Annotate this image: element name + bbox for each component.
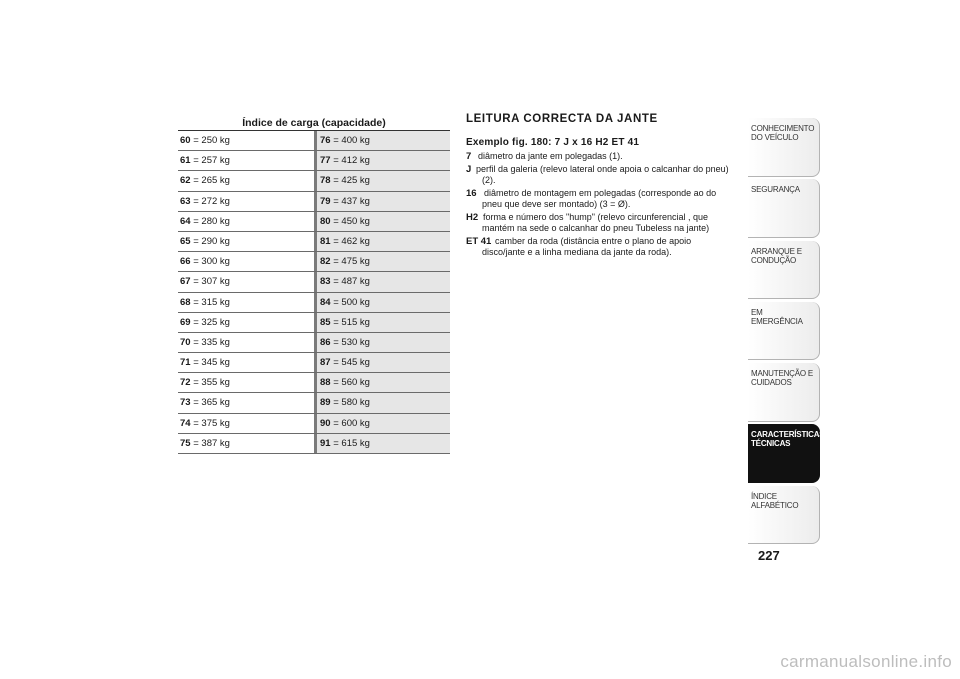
chapter-tab[interactable]: CONHECIMENTO DO VEÍCULO [748, 118, 820, 177]
load-capacity-value: = 437 kg [333, 195, 370, 207]
load-index-number: 91 [320, 437, 331, 449]
chapter-tab[interactable]: ÍNDICE ALFABÉTICO [748, 486, 820, 545]
load-index-number: 80 [320, 215, 331, 227]
load-index-number: 67 [180, 276, 191, 288]
load-index-number: 83 [320, 276, 331, 288]
term-key: ET 41 [466, 236, 492, 247]
table-row [178, 414, 450, 434]
load-capacity-value: = 300 kg [193, 256, 230, 268]
term-key: 7 [466, 151, 472, 162]
table-row [178, 353, 450, 373]
load-capacity-value: = 530 kg [333, 336, 370, 348]
load-capacity-value: = 375 kg [193, 417, 230, 429]
load-index-cell-left [178, 353, 314, 372]
table-row [178, 313, 450, 333]
watermark: carmanualsonline.info [780, 652, 952, 671]
page-number: 227 [758, 548, 780, 563]
load-index-number: 79 [320, 195, 331, 207]
load-capacity-value: = 335 kg [193, 336, 230, 348]
load-index-cell-left [178, 434, 314, 453]
load-index-cell-right [317, 434, 450, 453]
load-index-number: 72 [180, 377, 191, 389]
chapter-tabs [748, 118, 825, 547]
table-row [178, 192, 450, 212]
load-capacity-value: = 280 kg [193, 215, 230, 227]
load-index-number: 64 [180, 215, 191, 227]
load-capacity-value: = 515 kg [333, 316, 370, 328]
load-index-cell-left [178, 192, 314, 211]
load-index-table [178, 116, 450, 454]
table-row [178, 293, 450, 313]
term-item [466, 164, 736, 186]
load-index-number: 78 [320, 175, 331, 187]
load-index-cell-right [317, 171, 450, 190]
term-description: diâmetro da jante em polegadas (1). [478, 151, 623, 161]
load-index-cell-left [178, 393, 314, 412]
load-capacity-value: = 600 kg [333, 417, 370, 429]
table-row [178, 373, 450, 393]
term-item [466, 188, 736, 210]
load-capacity-value: = 462 kg [333, 235, 370, 247]
table-row [178, 171, 450, 191]
load-index-number: 60 [180, 135, 191, 146]
load-index-number: 90 [320, 417, 331, 429]
table-row [178, 434, 450, 454]
load-index-number: 88 [320, 377, 331, 389]
load-index-number: 65 [180, 235, 191, 247]
load-index-cell-right [317, 252, 450, 271]
load-index-cell-right [317, 333, 450, 352]
load-capacity-value: = 290 kg [193, 235, 230, 247]
load-index-number: 75 [180, 437, 191, 449]
load-capacity-value: = 387 kg [193, 437, 230, 449]
load-index-number: 89 [320, 397, 331, 409]
load-index-cell-right [317, 414, 450, 433]
load-index-cell-left [178, 232, 314, 251]
load-capacity-value: = 475 kg [333, 256, 370, 268]
load-capacity-value: = 412 kg [333, 155, 370, 167]
load-index-number: 86 [320, 336, 331, 348]
load-index-number: 66 [180, 256, 191, 268]
load-capacity-value: = 500 kg [333, 296, 370, 308]
load-index-number: 76 [320, 135, 331, 146]
chapter-tab[interactable]: SEGURANÇA [748, 179, 820, 238]
load-index-cell-right [317, 293, 450, 312]
load-index-number: 70 [180, 336, 191, 348]
load-index-cell-left [178, 151, 314, 170]
chapter-tab[interactable]: ARRANQUE E CONDUÇÃO [748, 241, 820, 300]
load-index-cell-right [317, 192, 450, 211]
load-capacity-value: = 545 kg [333, 357, 370, 369]
term-description: perfil da galeria (relevo lateral onde apoia o calcanhar do pneu) (2). [476, 164, 729, 185]
term-item [466, 151, 736, 162]
table-row [178, 272, 450, 292]
term-item [466, 236, 736, 258]
load-index-cell-right [317, 131, 450, 150]
table-row [178, 212, 450, 232]
load-index-cell-left [178, 131, 314, 150]
load-capacity-value: = 325 kg [193, 316, 230, 328]
load-index-number: 62 [180, 175, 191, 187]
load-index-cell-left [178, 373, 314, 392]
load-index-cell-right [317, 353, 450, 372]
load-index-cell-left [178, 293, 314, 312]
load-capacity-value: = 250 kg [193, 135, 230, 146]
chapter-tab[interactable]: EM EMERGÊNCIA [748, 302, 820, 361]
load-index-cell-right [317, 313, 450, 332]
load-index-number: 74 [180, 417, 191, 429]
chapter-tab[interactable]: MANUTENÇÃO E CUIDADOS [748, 363, 820, 422]
load-capacity-value: = 400 kg [333, 135, 370, 146]
term-key: J [466, 164, 472, 175]
table-row [178, 151, 450, 171]
section-title: LEITURA CORRECTA DA JANTE [466, 113, 658, 125]
table-row [178, 252, 450, 272]
load-index-number: 68 [180, 296, 191, 308]
load-capacity-value: = 615 kg [333, 437, 370, 449]
load-index-number: 69 [180, 316, 191, 328]
term-key: 16 [466, 188, 477, 199]
load-capacity-value: = 272 kg [193, 195, 230, 207]
load-index-cell-right [317, 373, 450, 392]
table-row [178, 333, 450, 353]
load-index-number: 84 [320, 296, 331, 308]
load-capacity-value: = 307 kg [193, 276, 230, 288]
load-index-number: 61 [180, 155, 191, 167]
load-capacity-value: = 580 kg [333, 397, 370, 409]
load-index-cell-right [317, 151, 450, 170]
load-capacity-value: = 560 kg [333, 377, 370, 389]
chapter-tab[interactable]: CARACTERÍSTICAS TÉCNICAS [748, 424, 820, 483]
load-index-cell-right [317, 272, 450, 291]
term-key: H2 [466, 212, 479, 223]
load-index-cell-right [317, 212, 450, 231]
load-index-number: 73 [180, 397, 191, 409]
load-index-number: 82 [320, 256, 331, 268]
term-description: camber da roda (distância entre o plano de apoio disco/jante e a linha mediana da jante da roda). [482, 236, 692, 257]
table-title: Índice de carga (capacidade) [178, 116, 450, 131]
load-index-number: 81 [320, 235, 331, 247]
load-index-number: 87 [320, 357, 331, 369]
example-heading: Exemplo fig. 180: 7 J x 16 H2 ET 41 [466, 137, 640, 148]
load-index-number: 77 [320, 155, 331, 167]
load-index-cell-left [178, 212, 314, 231]
load-capacity-value: = 425 kg [333, 175, 370, 187]
load-index-cell-left [178, 333, 314, 352]
load-index-cell-left [178, 272, 314, 291]
load-capacity-value: = 355 kg [193, 377, 230, 389]
load-index-cell-right [317, 232, 450, 251]
load-index-cell-left [178, 313, 314, 332]
term-description: diâmetro de montagem em polegadas (corresponde ao do pneu que deve ser montado) (3 = Ø). [482, 188, 717, 209]
load-index-cell-left [178, 171, 314, 190]
table-row [178, 131, 450, 151]
load-index-number: 85 [320, 316, 331, 328]
load-capacity-value: = 315 kg [193, 296, 230, 308]
load-capacity-value: = 257 kg [193, 155, 230, 167]
table-body [178, 131, 450, 454]
load-capacity-value: = 487 kg [333, 276, 370, 288]
table-row [178, 232, 450, 252]
term-list [466, 151, 736, 258]
term-description: forma e número dos "hump" (relevo circunferencial , que mantém na sede o calcanhar do pneu Tubeless na jante) [482, 212, 710, 233]
table-row [178, 393, 450, 413]
rim-reading-section [466, 113, 736, 260]
load-index-cell-left [178, 252, 314, 271]
load-capacity-value: = 450 kg [333, 215, 370, 227]
term-item [466, 212, 736, 234]
load-index-cell-right [317, 393, 450, 412]
load-index-number: 71 [180, 357, 191, 369]
load-index-number: 63 [180, 195, 191, 207]
load-capacity-value: = 365 kg [193, 397, 230, 409]
load-capacity-value: = 265 kg [193, 175, 230, 187]
load-capacity-value: = 345 kg [193, 357, 230, 369]
load-index-cell-left [178, 414, 314, 433]
